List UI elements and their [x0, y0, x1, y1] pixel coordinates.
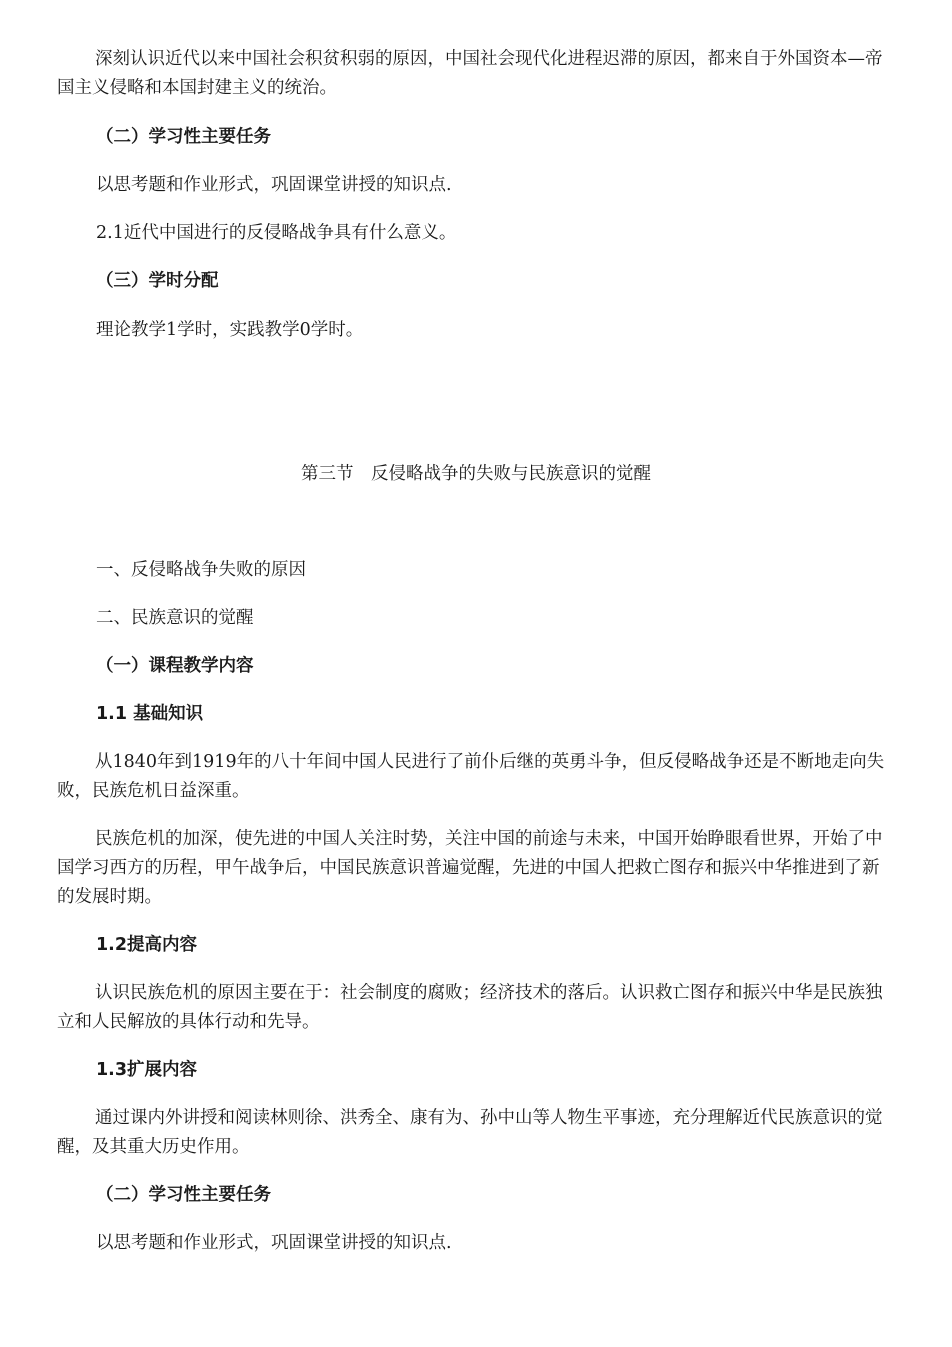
subheading-extend: 1.3扩展内容	[96, 1060, 198, 1080]
heading-learning-tasks-2: （二）学习性主要任务	[96, 1185, 271, 1205]
question-item: 2.1近代中国进行的反侵略战争具有什么意义。	[96, 223, 457, 243]
basic-paragraph-2: 民族危机的加深，使先进的中国人关注时势，关注中国的前途与未来，中国开始睁眼看世界，开始了中国学习西方的历程，甲午战争后，中国民族意识普遍觉醒，先进的中国人把救亡图存和振兴中华推进到了新的发展时期。	[57, 829, 883, 907]
outline-item-1: 一、反侵略战争失败的原因	[96, 560, 306, 580]
subheading-basic-knowledge: 1.1 基础知识	[96, 704, 204, 724]
improve-paragraph: 认识民族危机的原因主要在于：社会制度的腐败；经济技术的落后。认识救亡图存和振兴中华是民族独立和人民解放的具体行动和先导。	[57, 983, 883, 1032]
heading-course-content: （一）课程教学内容	[96, 656, 254, 676]
hours-text: 理论教学1学时，实践教学0学时。	[96, 320, 364, 340]
learning-tasks-text: 以思考题和作业形式，巩固课堂讲授的知识点.	[96, 175, 452, 195]
outline-item-2: 二、民族意识的觉醒	[96, 608, 254, 628]
extend-paragraph: 通过课内外讲授和阅读林则徐、洪秀全、康有为、孙中山等人物生平事迹，充分理解近代民族意识的觉醒，及其重大历史作用。	[57, 1108, 883, 1157]
intro-paragraph: 深刻认识近代以来中国社会积贫积弱的原因，中国社会现代化进程迟滞的原因，都来自于外国资本—帝国主义侵略和本国封建主义的统治。	[57, 49, 883, 98]
learning-tasks-text-2: 以思考题和作业形式，巩固课堂讲授的知识点.	[96, 1233, 452, 1253]
heading-learning-tasks: （二）学习性主要任务	[96, 127, 271, 147]
heading-hours: （三）学时分配	[96, 271, 219, 291]
subheading-improve: 1.2提高内容	[96, 935, 198, 955]
section-title: 第三节 反侵略战争的失败与民族意识的觉醒	[301, 464, 651, 484]
basic-paragraph-1: 从1840年到1919年的八十年间中国人民进行了前仆后继的英勇斗争，但反侵略战争还是不断地走向失败，民族危机日益深重。	[57, 752, 885, 801]
